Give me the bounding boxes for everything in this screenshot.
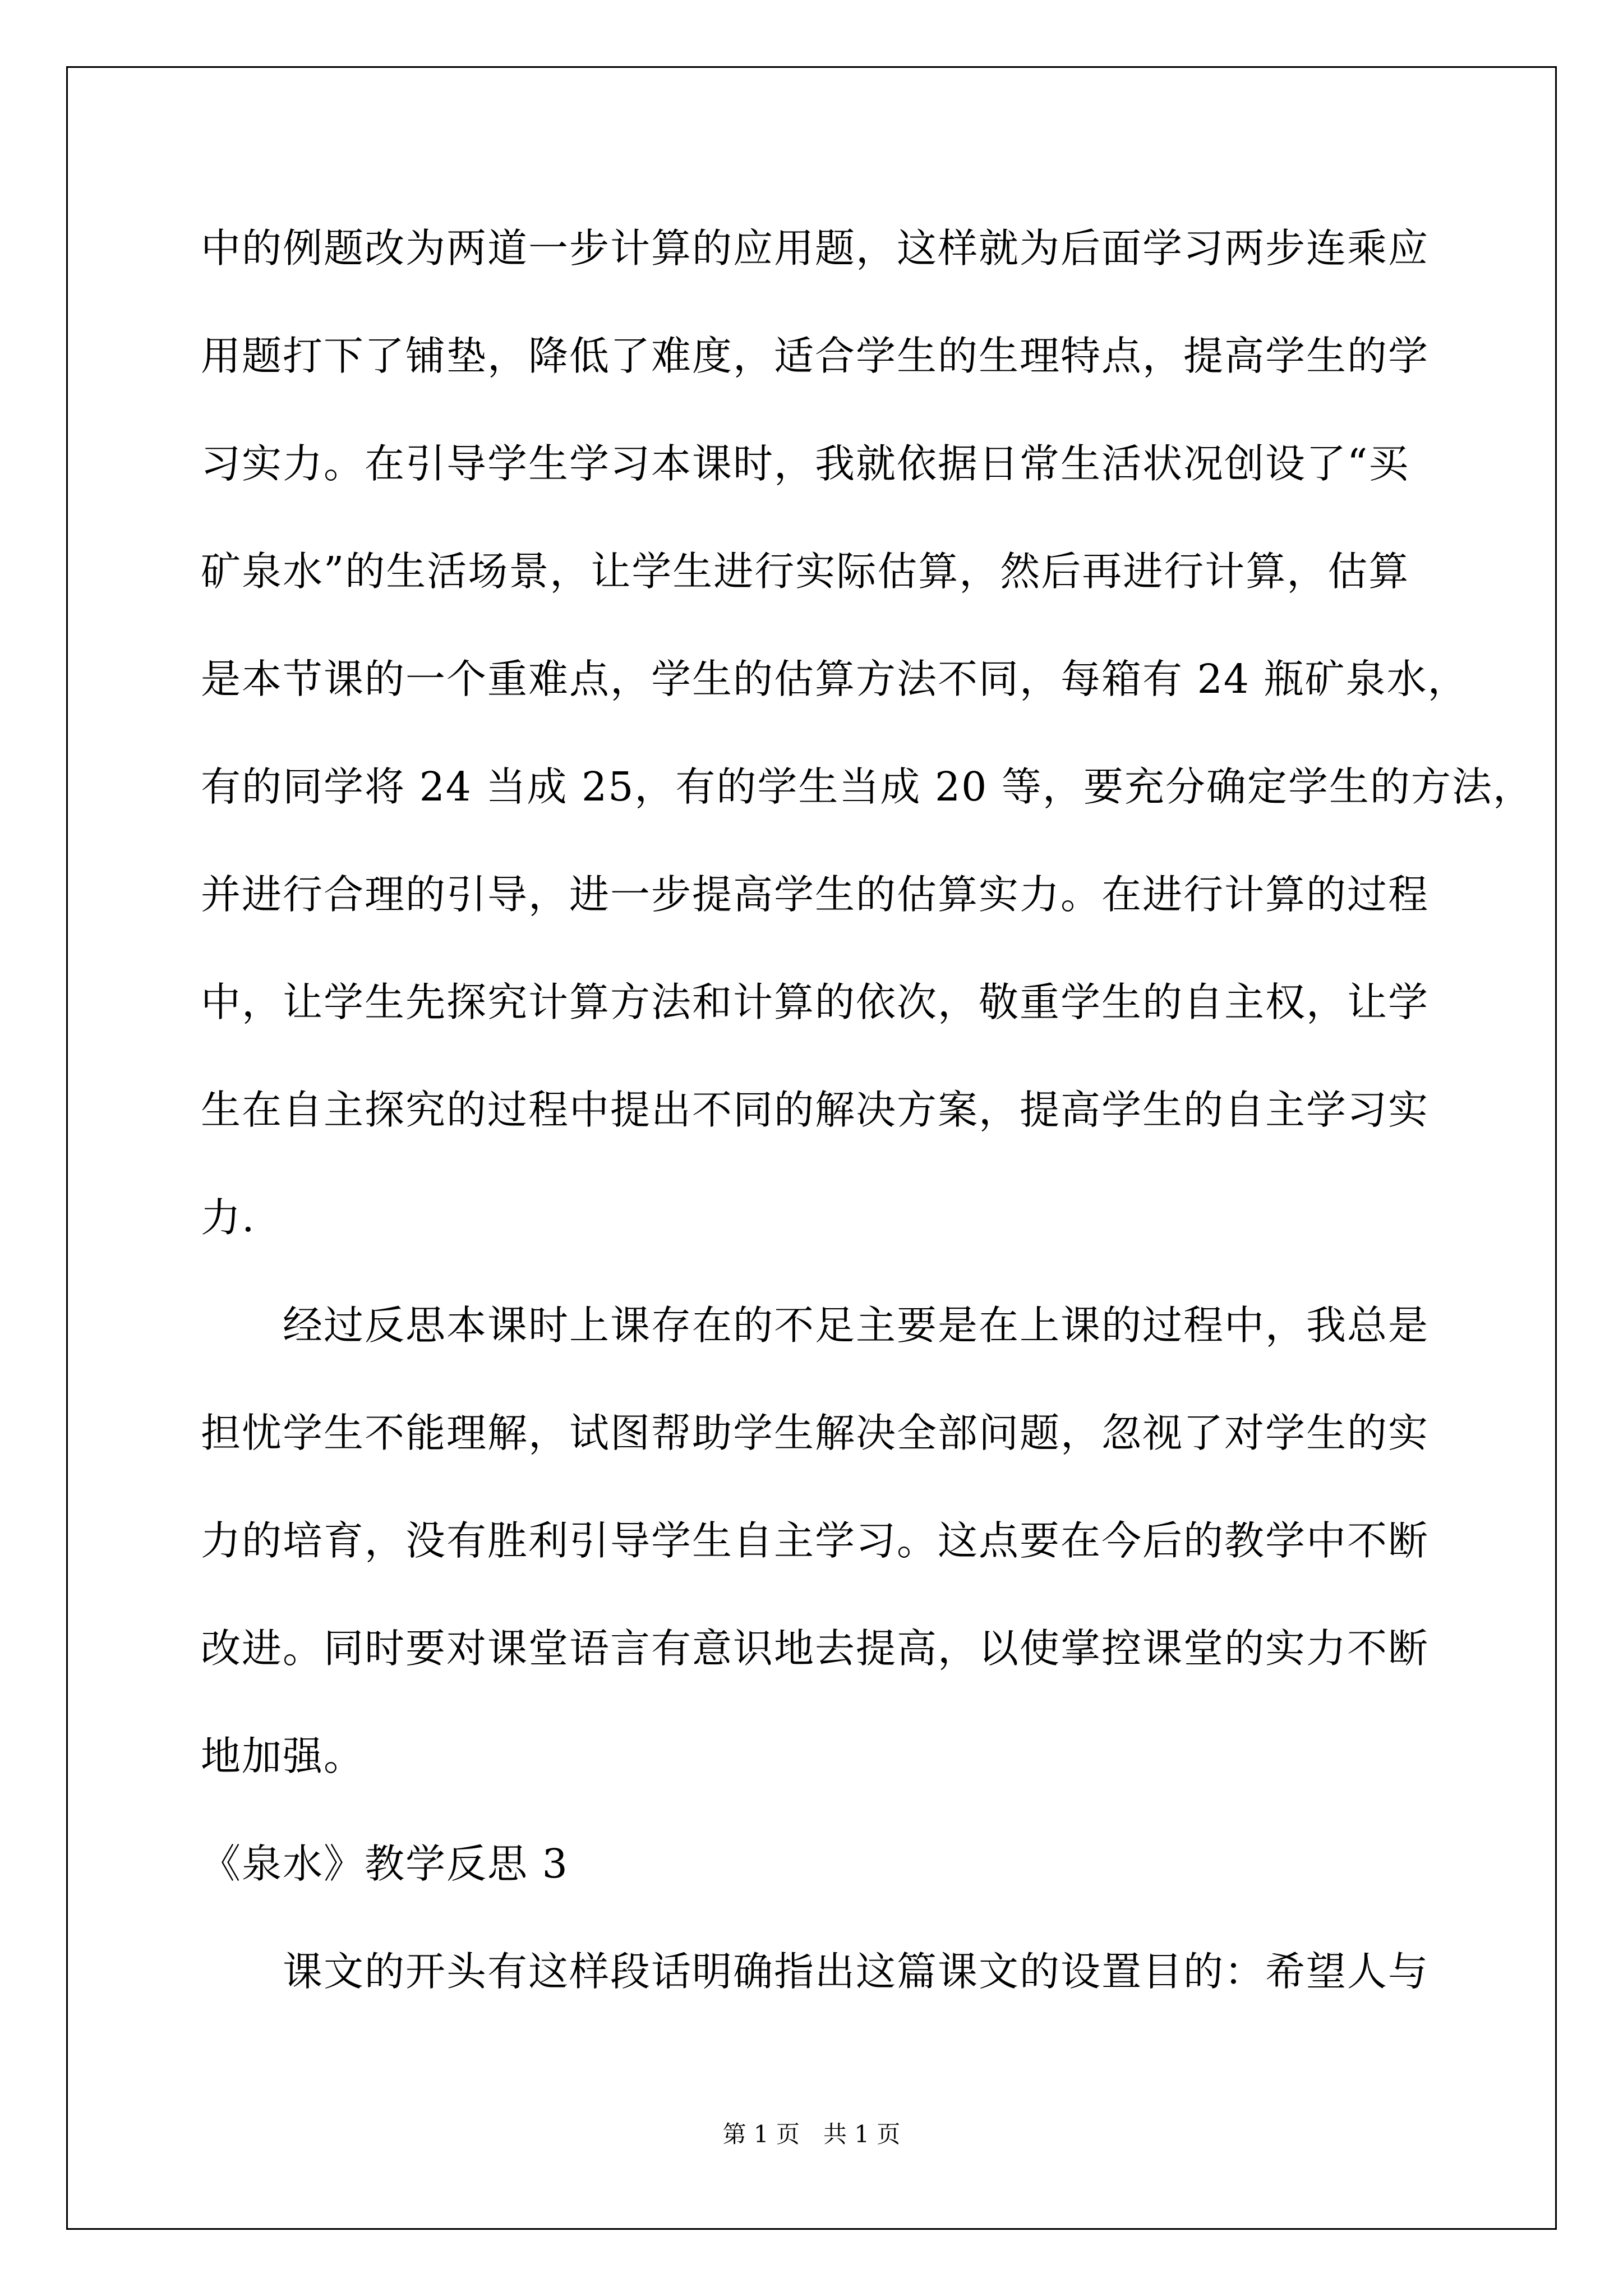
text-line: 生在自主探究的过程中提出不同的解决方案，提高学生的自主学习实 (201, 1087, 1430, 1133)
text-line: 有的同学将 24 当成 25，有的学生当成 20 等，要充分确定学生的方法， (201, 763, 1534, 810)
text-line: 地加强。 (201, 1733, 365, 1779)
text-line: 力的培育，没有胜利引导学生自主学习。这点要在今后的教学中不断 (201, 1517, 1430, 1564)
text-line: 习实力。在引导学生学习本课时，我就依据日常生活状况创设了“买 (201, 440, 1410, 487)
text-line: 是本节课的一个重难点，学生的估算方法不同，每箱有 24 瓶矿泉水， (201, 656, 1469, 702)
text-line: 中的例题改为两道一步计算的应用题，这样就为后面学习两步连乘应 (201, 225, 1430, 272)
paragraph-start-line: 课文的开头有这样段话明确指出这篇课文的设置目的：希望人与 (283, 1948, 1430, 1995)
text-line: 中，让学生先探究计算方法和计算的依次，敬重学生的自主权，让学 (201, 979, 1430, 1025)
text-line: 用题打下了铺垫，降低了难度，适合学生的生理特点，提高学生的学 (201, 333, 1430, 379)
text-line: 担忧学生不能理解，试图帮助学生解决全部问题，忽视了对学生的实 (201, 1410, 1430, 1456)
section-heading: 《泉水》教学反思 3 (201, 1841, 569, 1887)
text-line: 改进。同时要对课堂语言有意识地去提高，以使掌控课堂的实力不断 (201, 1625, 1430, 1672)
text-line: 矿泉水”的生活场景，让学生进行实际估算，然后再进行计算，估算 (201, 548, 1410, 595)
page-number-total: 共 1 页 (823, 2120, 901, 2148)
paragraph-start-line: 经过反思本课时上课存在的不足主要是在上课的过程中，我总是 (283, 1302, 1430, 1349)
text-line: 并进行合理的引导，进一步提高学生的估算实力。在进行计算的过程 (201, 871, 1430, 918)
page-number-current: 第 1 页 (722, 2120, 800, 2148)
page-footer (0, 2118, 1623, 2151)
text-line: 力. (201, 1194, 256, 1241)
document-body (201, 212, 1534, 2043)
